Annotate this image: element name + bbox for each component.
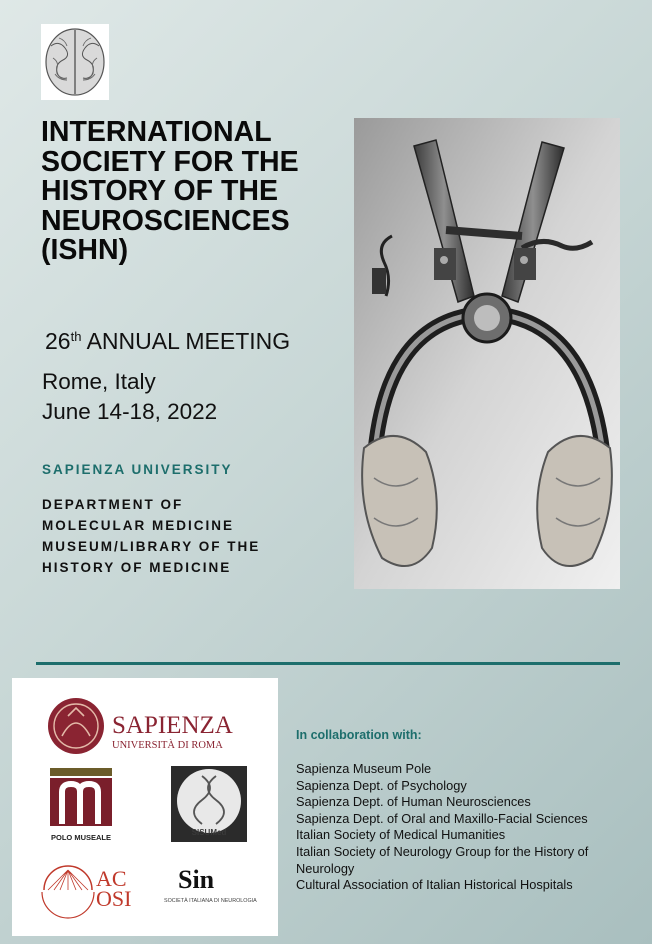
society-title: INTERNATIONAL SOCIETY FOR THE HISTORY OF THE NEUROSCIENCES (ISHN) [41,116,299,266]
sapienza-name: SAPIENZA [112,712,233,739]
collaborator-item: Cultural Association of Italian Historical Hospitals [296,877,573,893]
annual-meeting-label [45,328,290,355]
meeting-city: Rome, Italy [42,369,156,394]
sapienza-subtitle: UNIVERSITÀ DI ROMA [112,740,223,751]
historical-instrument-photo [354,118,620,589]
sapienza-logo [48,698,233,754]
collaborator-item: Italian Society of Medical Humanities [296,827,506,843]
collaborator-item: Sapienza Museum Pole [296,761,432,776]
sisumed-logo [171,766,247,842]
meeting-dates: June 14-18, 2022 [42,399,218,424]
collaborator-item: Sapienza Dept. of Psychology [296,777,467,793]
sin-logo [164,865,257,904]
meeting-text: ANNUAL MEETING [86,328,291,354]
collaborator-item: Sapienza Dept. of Human Neurosciences [296,794,531,810]
department-line: HISTORY OF MEDICINE [42,560,232,575]
department-line: MOLECULAR MEDICINE [42,518,234,533]
collaboration-list [296,761,641,894]
sin-subtitle: SOCIETÀ ITALIANA DI NEUROLOGIA [164,898,257,904]
department-line: MUSEUM/LIBRARY OF THE [42,539,261,554]
partner-logos-panel [12,678,278,936]
meeting-ordinal-suffix: th [70,329,82,344]
host-university: SAPIENZA UNIVERSITY [42,462,233,477]
department-line: DEPARTMENT OF [42,497,184,512]
meeting-number: 26 [45,328,71,354]
polo-museale-logo [50,768,112,842]
acosi-label-top: AC [96,866,127,891]
section-divider [36,662,620,665]
collaboration-title: In collaboration with: [296,728,422,742]
sin-label: Sin [178,865,215,894]
acosi-label-bottom: OSI [96,886,132,911]
acosi-logo [42,866,131,918]
sisumed-label: SISUMed [191,828,227,837]
brain-engraving-logo [41,24,109,100]
collaborator-item: Italian Society of Neurology Group for the History of Neurology [296,843,589,876]
host-department [42,494,260,578]
polo-museale-label: POLO MUSEALE [50,833,112,842]
collaborator-item: Sapienza Dept. of Oral and Maxillo-Facial Sciences [296,810,588,826]
meeting-location [42,367,217,427]
